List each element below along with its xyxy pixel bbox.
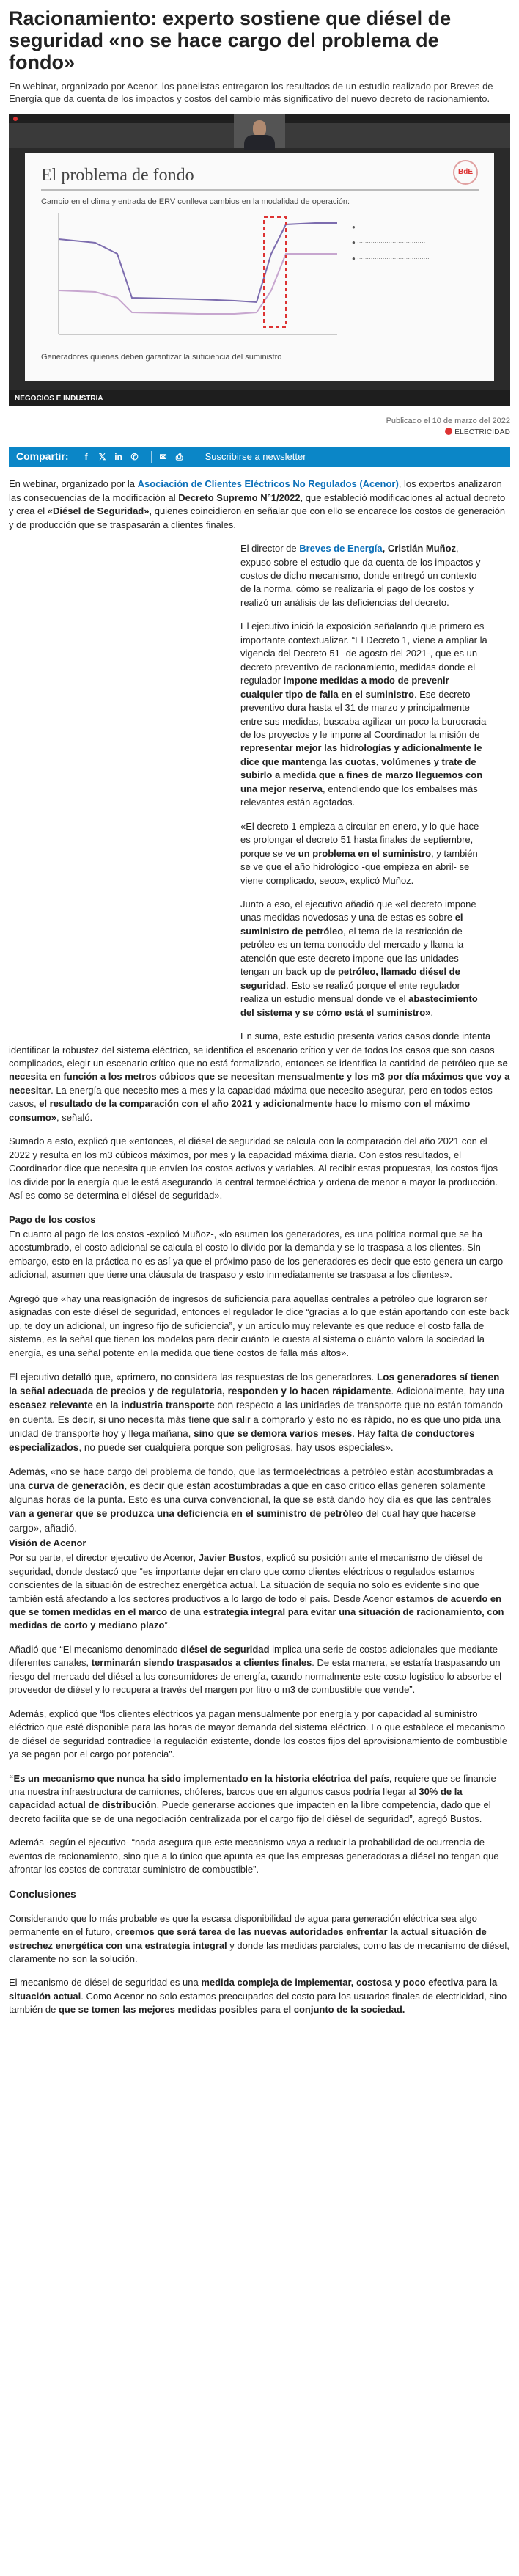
paragraph: “Es un mecanismo que nunca ha sido implementado en la historia eléctrica del país, requiere que se financie una nuestra infraestructura de camiones, chóferes, barcos que en algunos casos podría llegar al 30% de la capacidad actual de distribución. Puede generarse acciones que impacten en la libre competencia, dado que el decreto facilita que se de una negociación centralizada por el cargo fijo del diésel de seguridad”, agregó Bustos.	[9, 1772, 496, 1824]
facebook-icon[interactable]: f	[84, 451, 88, 462]
slide-chart	[51, 210, 345, 342]
category-label: ELECTRICIDAD	[454, 428, 510, 437]
slide-divider	[41, 189, 479, 191]
legend-item: ● ·····································	[352, 255, 430, 262]
publish-date: Publicado el 10 de marzo del 2022	[386, 416, 510, 425]
whatsapp-icon[interactable]: ✆	[130, 451, 139, 462]
slide-bullet: Cambio en el clima y entrada de ERV conlleva cambios en la modalidad de operación:	[41, 197, 350, 206]
twitter-icon[interactable]: 𝕏	[98, 451, 106, 462]
speaker-body	[244, 135, 275, 150]
section-heading: Visión de Acenor	[9, 1537, 86, 1548]
paragraph: Sumado a esto, explicó que «entonces, el diésel de seguridad se calcula con la comparación del año 2021 con el 2022 y resulta en los m3 cúbicos máximos, por mes y la capacidad máxima diaria. Con estos resultados, el Coordinador dice que necesita que envíen los costos activos y variables. Al recibir estas propuestas, los costos fijos los divide por la energía que le está asegurando la central termoeléctrica y ordena de menor a mayor la producción. Así es como se determina el diésel de seguridad».	[9, 1135, 498, 1201]
chart-line-1	[59, 223, 337, 302]
article-body	[9, 477, 510, 2016]
paragraph: Junto a eso, el ejecutivo añadió que «el decreto impone unas medidas novedosas y una de estas es sobre el suministro de petróleo, el tema de la restricción de petróleo es un tema conocido del mercado y llama la atención que este decreto impone que las unidades tengan un back up de petróleo, llamado diésel de seguridad. Esto se realizó porque el ente regulador realiza un estudio mensual donde ve el abastecimiento del sistema y se cómo está el suministro».	[240, 898, 478, 1018]
chart-highlight	[264, 217, 286, 327]
article-title: Racionamiento: experto sostiene que diésel de seguridad «no se hace cargo del problema de fondo»	[9, 7, 452, 74]
paragraph: Además, explicó que “los clientes eléctricos ya pagan mensualmente por energía y por capacidad al suministro eléctrico que esté disponible para las horas de mayor demanda del sistema eléctrico. Lo que establece el mecanismo de diésel de seguridad contradice la regulación existente, donde los costos fijos del aprovisionamiento de combustible ya se pagan por el cargo por potencia”.	[9, 1708, 508, 1760]
paragraph: «El decreto 1 empieza a circular en enero, y lo que hace es prolongar el decreto 51 hasta finales de septiembre, porque se ve un problema en el suministro, y también se ve que el año hidrológico -que empieza en abril- se viene complicado, seco», explicó Muñoz.	[240, 820, 479, 886]
speaker-camera	[234, 114, 285, 148]
paragraph: El director de Breves de Energía, Cristián Muñoz, expuso sobre el estudio que da cuenta de los impactos y costos de dicho mecanismo, donde entregó un contexto de la norma, cómo se realizaría el pago de los costos y realizó un análisis de las deficiencias del decreto.	[240, 543, 481, 608]
presentation-slide	[25, 153, 494, 381]
video-caption: NEGOCIOS E INDUSTRIA	[9, 390, 510, 406]
article-lead: En webinar, organizado por Acenor, los panelistas entregaron los resultados de un estudio realizado por Breves de Energía que da cuenta de los impactos y costos del cambio más significativo del nuevo decreto de racionamiento.	[9, 80, 493, 105]
category-link[interactable]	[9, 427, 510, 438]
slide-legend	[352, 223, 484, 270]
share-label: Compartir:	[16, 450, 69, 463]
paragraph: En webinar, organizado por la Asociación de Clientes Eléctricos No Regulados (Acenor), los expertos analizaron las consecuencias de la modificación al Decreto Supremo N°1/2022, que estableció modificaciones al actual decreto y crea el «Diésel de Seguridad», quienes coincidieron en señalar que con ello se encarece los costos de generación y de producción que se traspasarán a clientes finales.	[9, 478, 506, 530]
legend-item: ● ····························	[352, 223, 412, 230]
paragraph: En suma, este estudio presenta varios casos donde intenta identificar la robustez del sistema eléctrico, se identifica el escenario crítico y ver de todos los casos que son casos complicados, elegir un escenario crítico que no está formalizado, entonces se identifica la cantidad de petróleo que se necesita en función a los metros cúbicos que se necesitan mensualmente y los m3 por día máximos que voy a necesitar. La energía que necesito mes a mes y la capacidad máxima que necesito asegurar, pero en todos estos casos, el resultado de la comparación con el año 2021 y adicionalmente hace lo mismo con el máximo consumo», señaló.	[9, 1031, 510, 1123]
paragraph: Agregó que «hay una reasignación de ingresos de suficiencia para aquellas centrales a petróleo que lograron ser asignadas con este diésel de seguridad, entonces el regulador le dice “gracias a lo que están aportando con este back up, te doy un adicional, un ingreso fijo de suficiencia”, y un artículo muy relevante es que reduce el costo falla de sistema, es la señal que tienen los modelos para decir cuánto le cuesta al sistema o cuánto valora la sociedad la energía, es una señal potente en la medida que tiene costos de falla más altos».	[9, 1292, 509, 1358]
paragraph: El ejecutivo detalló que, «primero, no considera las respuestas de los generadores. Los generadores sí tienen la señal adecuada de precios y de regulatoria, responden y lo hacen rápidamente. Adicionalmente, hay una escasez relevante en la industria transporte con respecto a las unidades de transporte que no están tomando en cuenta. Es decir, si uno necesita más tiene que salir a comprarlo y esto no es rápido, no es que uno pida una unidad de transporte hoy y llega mañana, sino que se demora varios meses. Hay falta de conductores especializados, no puede ser cualquiera porque son peligrosas, hay usos especiales».	[9, 1372, 505, 1453]
slide-bullet: Generadores quienes deben garantizar la suficiencia del suministro	[41, 352, 282, 362]
category-icon	[445, 428, 452, 435]
webinar-video[interactable]	[9, 114, 510, 406]
speaker-head	[253, 120, 266, 136]
slide-title: El problema de fondo	[41, 165, 194, 185]
section-heading: Pago de los costos	[9, 1213, 96, 1225]
paragraph: En cuanto al pago de los costos -explicó Muñoz-, «lo asumen los generadores, es una política normal que se ha acostumbrado, el costo adicional se calcula el costo lo divido por la demanda y se lo traspasa a los clientes. Sin embargo, esto en la práctica no es así ya que el próximo paso de los generadores es decir que esto genera un cargo adicional, asumen que tiene una cláusula de traspaso y esto inmediatamente se traspasa a los clientes».	[9, 1228, 504, 1281]
paragraph: El mecanismo de diésel de seguridad es una medida compleja de implementar, costosa y poco efectiva para la situación actual. Como Acenor no solo estamos preocupados del costo para los usuarios finales de electricidad, sino también de que se tomen las mejores medidas posibles para el conjunto de la sociedad.	[9, 1977, 507, 2016]
acenor-link[interactable]: Asociación de Clientes Eléctricos No Regulados (Acenor)	[137, 478, 399, 490]
section-heading: Conclusiones	[9, 1887, 76, 1900]
legend-item: ● ···································	[352, 239, 426, 246]
paragraph: El ejecutivo inició la exposición señalando que primero es importante contextualizar. “El Decreto 1, viene a ampliar la vigencia del Decreto 51 -de agosto del 2021-, que es un decreto preventivo de racionamiento, medidas donde el regulador impone medidas a modo de prevenir cualquier tipo de falla en el suministro. Ese decreto preventivo dura hasta el 31 de marzo y principalmente entre sus medidas, buscaba agilizar un poco la burocracia de los proyectos y le impone al Coordinador la misión de representar mejor las hidrologías y adicionalmente le dice que mantenga las cuotas, volúmenes y trate de subirlo a medida que a fines de marzo lleguemos con una mejor reserva, entendiendo que los embalses más relevantes están agotados.	[240, 621, 487, 808]
email-icon[interactable]: ✉	[159, 451, 167, 462]
share-bar	[9, 447, 510, 467]
paragraph: Añadió que “El mecanismo denominado diésel de seguridad implica una serie de costos adicionales que mediante diferentes canales, terminarán siendo traspasados a clientes finales. De esta manera, se estaría traspasando un riesgo del mercado del diésel a los consumidores de energía, cuando normalmente este costo logístico lo absorbe el proveedor de diésel y lo recupera a través del margen por litro o m3 de combustible que vende”.	[9, 1643, 502, 1696]
print-icon[interactable]: ⎙	[175, 451, 183, 462]
breves-link[interactable]: Breves de Energía	[299, 543, 383, 555]
article-meta	[9, 415, 510, 439]
paragraph: Además -según el ejecutivo- “nada asegura que este mecanismo vaya a reducir la probabilidad de ocurrencia de eventos de racionamiento, sino que a lo único que apunta es que las empresas generadoras a diésel no tengan que afrontar los costos de contratar suministro de combustible”.	[9, 1837, 499, 1876]
share-divider	[151, 451, 152, 463]
paragraph: Por su parte, el director ejecutivo de Acenor, Javier Bustos, explicó su posición ante el mecanismo de diésel de seguridad, donde destacó que “es importante dejar en claro que como clientes eléctricos o regulados estamos conscientes de la situación de estrechez energética actual. La situación de sequía no solo es evidente sino que también está afectando a los sectores productivos a lo largo de todo el país. Desde Acenor estamos de acuerdo en que se tomen medidas en el marco de una estrategia integral para evitar una situación de racionamiento, con medidas de corto y mediano plazo”.	[9, 1552, 504, 1631]
linkedin-icon[interactable]: in	[114, 451, 122, 462]
chart-line-2	[59, 254, 337, 314]
breves-logo: BdE	[453, 160, 478, 185]
paragraph: Considerando que lo más probable es que la escasa disponibilidad de agua para generación eléctrica sea algo permanente en el futuro, creemos que será tarea de las nuevas autoridades enfrentar la actual situación de estrechez energética con una estrategia integral y donde las medidas parciales, como las de mecanismo de diésel, claramente no son la solución.	[9, 1912, 509, 1964]
record-icon	[13, 117, 18, 121]
paragraph: Además, «no se hace cargo del problema de fondo, que las termoeléctricas a petróleo están acostumbradas a una curva de generación, es decir que están acostumbradas a que en caso crítico ellas generen solamente algunas horas de la punta. Esto es una curva convencional, la que se está dando hoy día es que las centrales van a generar que se produzca una deficiencia en el suministro de petróleo del cual hay que hacerse cargo», añadió.	[9, 1466, 493, 1534]
subscribe-newsletter-link[interactable]: Suscribirse a newsletter	[205, 451, 306, 463]
